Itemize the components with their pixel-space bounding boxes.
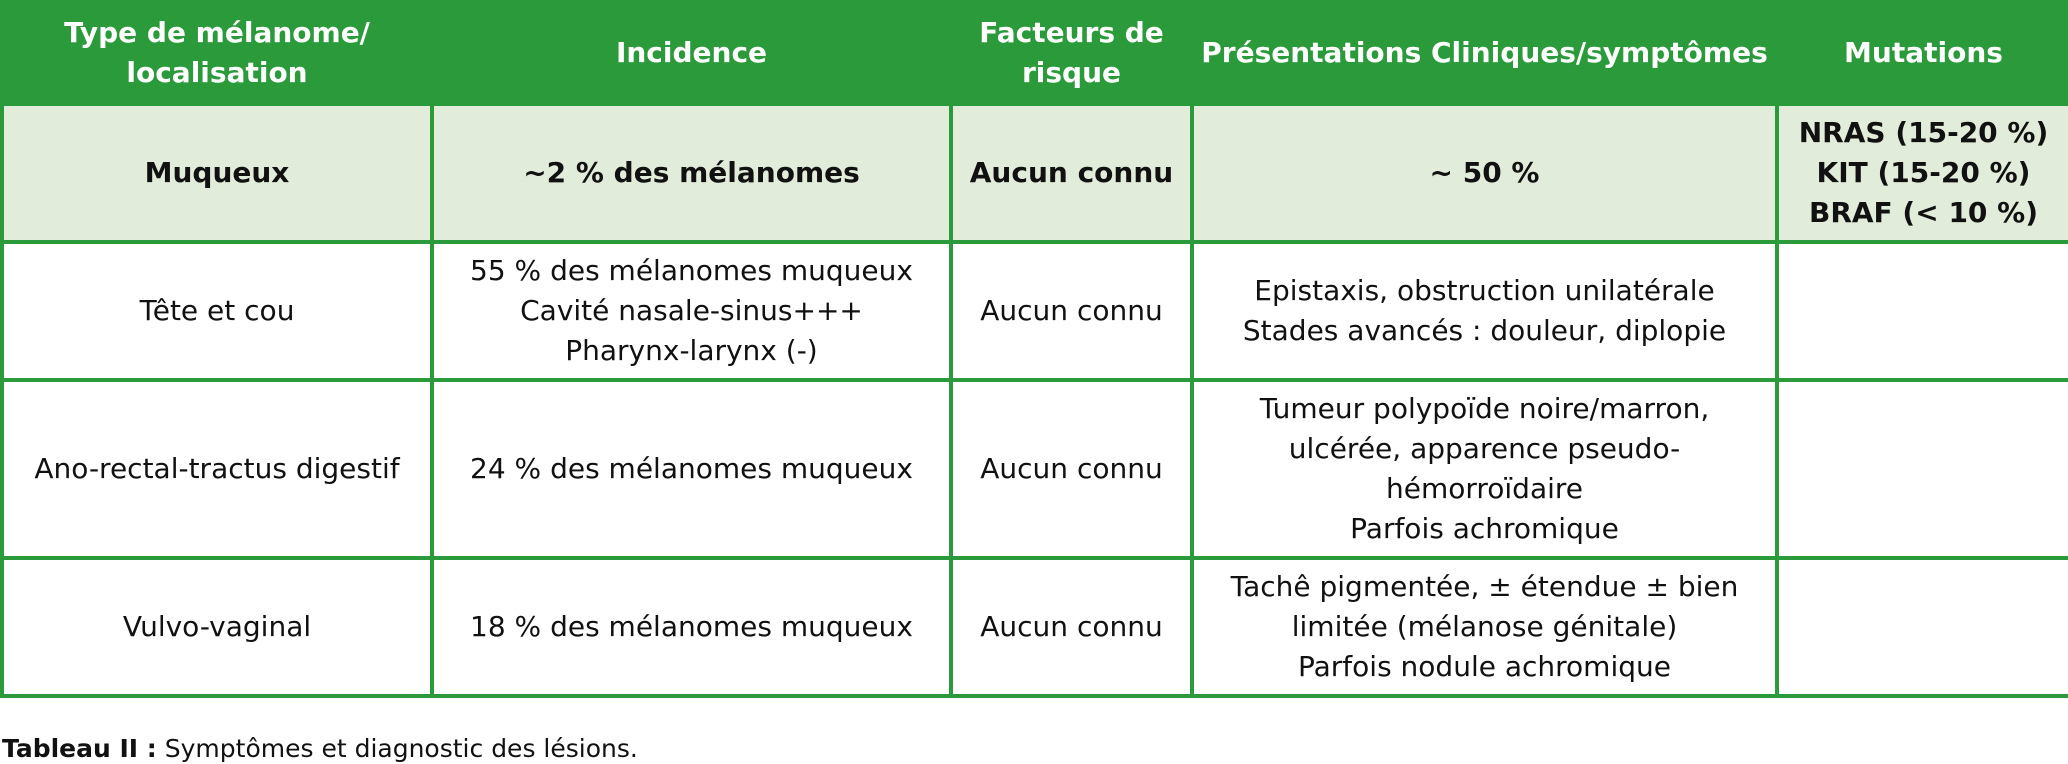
header-clinical-presentations: Présentations Cliniques/symptômes bbox=[1192, 2, 1777, 104]
summary-row bbox=[2, 104, 2068, 242]
header-incidence: Incidence bbox=[432, 2, 951, 104]
summary-type: Muqueux bbox=[2, 104, 432, 242]
row-incidence: 24 % des mélanomes muqueux bbox=[432, 380, 951, 558]
header-type: Type de mélanome/ localisation bbox=[2, 2, 432, 104]
row-incidence: 55 % des mélanomes muqueux Cavité nasale-sinus+++ Pharynx-larynx (-) bbox=[432, 242, 951, 380]
row-mutations bbox=[1777, 242, 2068, 380]
header-mutations: Mutations bbox=[1777, 2, 2068, 104]
table-row bbox=[2, 558, 2068, 696]
table-row bbox=[2, 242, 2068, 380]
table-row bbox=[2, 380, 2068, 558]
row-risk: Aucun connu bbox=[951, 380, 1192, 558]
caption-label: Tableau II : bbox=[2, 734, 157, 763]
table-caption bbox=[2, 734, 638, 764]
summary-risk: Aucun connu bbox=[951, 104, 1192, 242]
row-risk: Aucun connu bbox=[951, 558, 1192, 696]
caption-text: Symptômes et diagnostic des lésions. bbox=[156, 734, 638, 763]
row-type: Tête et cou bbox=[2, 242, 432, 380]
row-type: Ano-rectal-tractus digestif bbox=[2, 380, 432, 558]
row-mutations bbox=[1777, 558, 2068, 696]
row-mutations bbox=[1777, 380, 2068, 558]
summary-presentation: ~ 50 % bbox=[1192, 104, 1777, 242]
header-risk-factors: Facteurs de risque bbox=[951, 2, 1192, 104]
row-presentation: Epistaxis, obstruction unilatérale Stades avancés : douleur, diplopie bbox=[1192, 242, 1777, 380]
row-incidence: 18 % des mélanomes muqueux bbox=[432, 558, 951, 696]
row-presentation: Tachê pigmentée, ± étendue ± bien limitée (mélanose génitale) Parfois nodule achromique bbox=[1192, 558, 1777, 696]
row-presentation: Tumeur polypoïde noire/marron, ulcérée, apparence pseudo- hémorroïdaire Parfois achromique bbox=[1192, 380, 1777, 558]
summary-incidence: ~2 % des mélanomes bbox=[432, 104, 951, 242]
header-row bbox=[2, 2, 2068, 104]
row-risk: Aucun connu bbox=[951, 242, 1192, 380]
row-type: Vulvo-vaginal bbox=[2, 558, 432, 696]
summary-mutations: NRAS (15-20 %) KIT (15-20 %) BRAF (< 10 %) bbox=[1777, 104, 2068, 242]
